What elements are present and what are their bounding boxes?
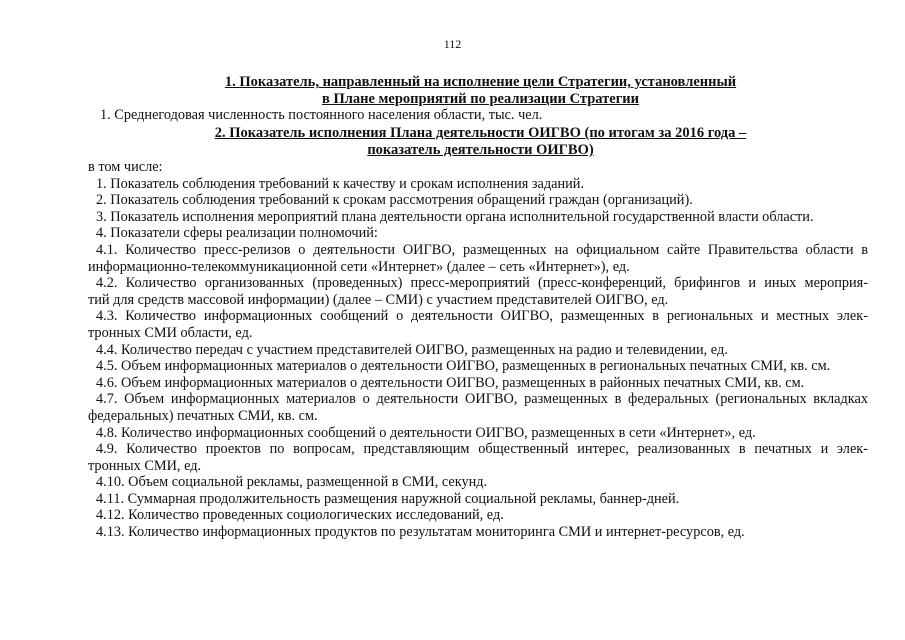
list-intro: в том числе: xyxy=(88,159,163,175)
list-item-continuation: тронных СМИ, ед. xyxy=(88,457,202,474)
list-item: 4.3. Количество информационных сообщений о деятельности ОИГВО, размещенных в региональных и местных элек- xyxy=(96,308,868,325)
list-item: 4.13. Количество информационных продуктов по результатам мониторинга СМИ и интернет-ресурсов, ед. xyxy=(96,524,745,541)
list-item: 4.2. Количество организованных (проведенных) пресс-мероприятий (пресс-конференций, брифингов и иных мероприя- xyxy=(96,275,868,292)
list-item-continuation: федеральных) печатных СМИ, кв. см. xyxy=(88,407,318,424)
section1-title-line1: 1. Показатель, направленный на исполнение цели Стратегии, установленный xyxy=(224,74,737,90)
list-item: 4.4. Количество передач с участием представителей ОИГВО, размещенных на радио и телевидении, ед. xyxy=(96,341,728,358)
list-item: 4.6. Объем информационных материалов о деятельности ОИГВО, размещенных в районных печатных СМИ, кв. см. xyxy=(96,374,805,391)
page-number: 112 xyxy=(443,37,462,51)
section2-title-line2: показатель деятельности ОИГВО) xyxy=(367,142,594,158)
list-item: 4.8. Количество информационных сообщений о деятельности ОИГВО, размещенных в сети «Интернет», ед. xyxy=(96,424,756,441)
list-item: 4.5. Объем информационных материалов о деятельности ОИГВО, размещенных в региональных печатных СМИ, кв. см. xyxy=(96,358,831,375)
list-item: 1. Показатель соблюдения требований к качеству и срокам исполнения заданий. xyxy=(96,175,585,192)
list-item: 4.7. Объем информационных материалов о деятельности ОИГВО, размещенных в федеральных (региональных вкладках xyxy=(96,391,868,408)
list-item: 3. Показатель исполнения мероприятий плана деятельности органа исполнительной государственной власти области. xyxy=(96,208,814,225)
list-item: 4.11. Суммарная продолжительность размещения наружной социальной рекламы, баннер-дней. xyxy=(96,490,680,507)
list-item: 4.10. Объем социальной рекламы, размещенной в СМИ, секунд. xyxy=(96,474,488,491)
section1-title-line2: в Плане мероприятий по реализации Стратегии xyxy=(322,91,639,107)
list-item: 4.1. Количество пресс-релизов о деятельности ОИГВО, размещенных на официальном сайте Правительства области в xyxy=(96,241,868,258)
list-item: 4. Показатели сферы реализации полномочий: xyxy=(96,225,378,242)
section2-title-line1: 2. Показатель исполнения Плана деятельности ОИГВО (по итогам за 2016 года – xyxy=(214,125,747,141)
indicator-list xyxy=(88,159,868,541)
list-item: 4.12. Количество проведенных социологических исследований, ед. xyxy=(96,507,504,524)
list-item: 4.9. Количество проектов по вопросам, представляющим общественный интерес, реализованных в печатных и элек- xyxy=(96,441,868,458)
list-item-continuation: информационно-телекоммуникационной сети «Интернет» (далее – сеть «Интернет»), ед. xyxy=(88,258,630,275)
list-item-continuation: тронных СМИ области, ед. xyxy=(88,324,253,341)
section1-item1: 1. Среднегодовая численность постоянного населения области, тыс. чел. xyxy=(100,107,543,123)
list-item: 2. Показатель соблюдения требований к срокам рассмотрения обращений граждан (организаций). xyxy=(96,192,693,209)
list-item-continuation: тий для средств массовой информации) (далее – СМИ) с участием представителей ОИГВО, ед. xyxy=(88,291,669,308)
